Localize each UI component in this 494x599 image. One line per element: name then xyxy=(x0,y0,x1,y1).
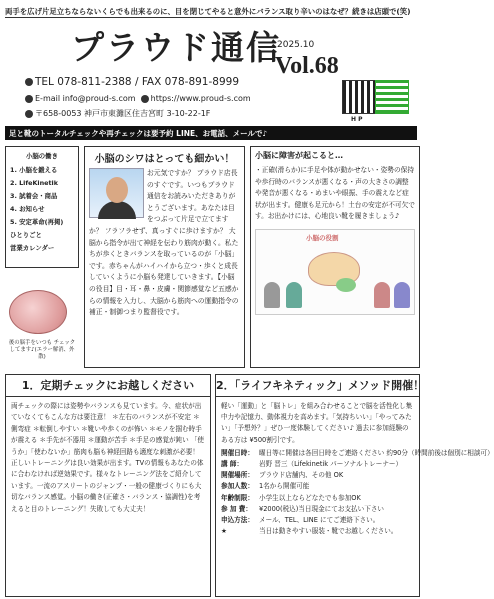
toc-item[interactable]: ひとりごと xyxy=(10,231,42,239)
info-key: 参加人数： xyxy=(221,482,254,491)
address-text: 〒658-0053 神戸市東灘区住吉宮町 3-10-22-1F xyxy=(35,109,211,118)
cerebellum-role-diagram xyxy=(255,229,415,315)
cerebellum-disorder-article xyxy=(250,146,420,368)
info-row xyxy=(221,504,414,515)
info-key: 参 加 費： xyxy=(221,504,252,513)
info-value: メール、TEL、LINE にてご連絡下さい。 xyxy=(259,516,380,525)
info-value: 曜日等に開催は各回日時をご連絡ください 約90分（時間前後は個別に相談可） xyxy=(259,448,494,457)
article-body: お元気ですか？ プラウド店長 のすぐです。いつもプラウド通信をお読みいただきありがとうございます。あなたは目をつぶって片足で立てますか？ フラフラせず、真っすぐに歩けますか？ 大脳から指令が出て神経を伝わり筋肉が動く。私たちが歩くときバランスを取っているのが「小脳」です。赤ちゃんがハイハイから立つ・歩くと成長していくように小脳も発達していきます。【小脳の役目】目・耳・鼻・皮膚・関節感覚など五感からの情報を入力し、大脳から筋肉への運動指令の補正・制御つまり監督役です。 xyxy=(89,169,239,317)
info-row xyxy=(221,515,414,526)
info-key: 講 師： xyxy=(221,460,244,469)
toc-item[interactable]: 3. 試着会・商品 xyxy=(10,192,58,200)
cerebellum-article xyxy=(84,146,245,368)
info-row xyxy=(221,526,414,537)
info-row xyxy=(221,481,414,492)
toc-item[interactable]: 4. お知らせ xyxy=(10,205,45,213)
email-text[interactable]: E-mail info@proud-s.com xyxy=(35,94,136,103)
person-figure-icon xyxy=(394,282,410,308)
table-of-contents xyxy=(5,146,79,268)
address xyxy=(25,108,210,119)
toc-item[interactable]: 5. 安定革命(再掲) xyxy=(10,218,64,226)
phone-icon xyxy=(25,78,33,86)
info-value: 岩野 晋三（Lifekinetik パーソナルトレーナー） xyxy=(259,460,403,469)
line-qr-code-icon[interactable] xyxy=(375,80,409,114)
phone-fax xyxy=(25,76,239,88)
section-lifekinetik xyxy=(215,374,494,597)
info-row xyxy=(221,459,414,470)
info-key: 開催場所： xyxy=(221,471,254,480)
person-figure-icon xyxy=(286,282,302,308)
section-heading: 2．「ライフキネティック」メソッド開催！ xyxy=(216,375,419,397)
disorder-body: ・正確(滑らか)に手足や体が動かせない・姿勢の保持や歩行時のバランスが悪くなる・声の大きさの調整や発音が悪くなる・めまいや眼振、手の震えなど症状が出ます。健康も足元から！土台の安定が不可欠です。お出かけには、心地良い靴を履きましょう♪ xyxy=(255,166,415,221)
section-body xyxy=(216,397,494,541)
toc-item[interactable]: 2. LifeKinetik xyxy=(10,179,58,187)
issue-volume: Vol.68 xyxy=(275,53,339,79)
web-icon xyxy=(141,95,149,103)
issue-date: 2025.10 xyxy=(277,40,315,50)
article-heading: 小脳のシワはとっても細かい！ xyxy=(94,154,235,165)
header xyxy=(5,20,417,128)
cerebellum-shape xyxy=(336,278,356,292)
info-row xyxy=(221,470,414,481)
diagram-title: 小脳の役割 xyxy=(306,233,339,242)
page-title: プラウド通信 xyxy=(71,28,281,67)
person-figure-icon xyxy=(374,282,390,308)
newsletter-page xyxy=(3,2,494,597)
info-value: プラウド店舗内、その他 OK xyxy=(259,471,344,480)
top-tagline: 両手を広げ片足立ちならないくらでも出来るのに、目を閉じてやると意外にバランス取り辛いのはなぜ？続きは店頭で(笑) xyxy=(5,4,403,18)
website-link[interactable]: https://www.proud-s.com xyxy=(150,94,251,103)
section-body: 両チェックの際には姿勢やバランスも見ています。今、症状が出ていなくてもこんな方は要注意！ ＊左右のバランスが不安定 ＊側弯症 ＊転倒しやすい ＊靴いや歩くのが怖い ＊モノを掴む時手が震える ＊手先が不器用 ＊運動が苦手 ＊手足の感覚が鈍い 「使うか」「使わないか」筋肉も脳も神経回路も適度な刺激が必要！正しいトレーニングは良い効果が出ます。TVの情報もあなたの体に合わなければ逆効果です。様々なトレーニング法をご紹介しています。一流のアスリートのジャンプ・一般の健康づくりにも大切なバランス感覚。小脳の働き(正確さ・バランス・協調性)を考えると目のトレーニング！失敗しても大丈夫！ xyxy=(11,402,205,513)
mail-icon xyxy=(25,95,33,103)
store-manager-photo xyxy=(89,168,144,218)
contact-line xyxy=(25,94,251,103)
pin-icon xyxy=(25,110,33,118)
hp-label: H P xyxy=(351,116,363,123)
disorder-heading: 小脳に障害が起こると… xyxy=(255,151,343,160)
brain-caption: 後の脳手をいつも チェックしてます♪(エラー解消、外散) xyxy=(8,340,76,360)
toc-item[interactable]: 1. 小脳を鍛える xyxy=(10,166,58,174)
person-figure-icon xyxy=(264,282,280,308)
section-regular-check xyxy=(5,374,211,597)
section-intro: 軽い「運動」と「脳トレ」を組み合わせることで脳を活性化し集中力や記憶力、動体視力を高めます。「気持ちいい」「やってみたい」「予想外？」ぜひ一度体験してください♪ 過去に参加経験のある方は ¥500割引です。 xyxy=(221,402,413,444)
info-value: 小学生以上ならどなたでも参加OK xyxy=(259,493,361,502)
info-key: ★ xyxy=(221,527,227,536)
info-row xyxy=(221,448,494,459)
phone-fax-text: TEL 078-811-2388 / FAX 078-891-8999 xyxy=(35,76,240,88)
toc-title: 小脳の働き xyxy=(26,152,58,160)
info-value: ¥2000(税込)当日現金にてお支払い下さい xyxy=(259,504,385,513)
reservation-banner: 足と靴のトータルチェックや再チェックは要予約 LINE、お電話、メールで♪ xyxy=(5,126,417,140)
toc-item[interactable]: 営業カレンダー xyxy=(10,244,55,252)
info-key: 申込方法： xyxy=(221,516,254,525)
hp-qr-code-icon[interactable] xyxy=(342,80,376,114)
section-heading: 1．定期チェックにお越しください xyxy=(6,375,210,397)
info-key: 開催日時： xyxy=(221,448,254,457)
info-value: 当日は動きやすい服装・靴でお越しください。 xyxy=(259,527,398,536)
info-key: 年齢制限： xyxy=(221,493,254,502)
info-value: 1名から開催可能 xyxy=(259,482,310,491)
info-row xyxy=(221,493,414,504)
brain-illustration xyxy=(9,290,67,334)
